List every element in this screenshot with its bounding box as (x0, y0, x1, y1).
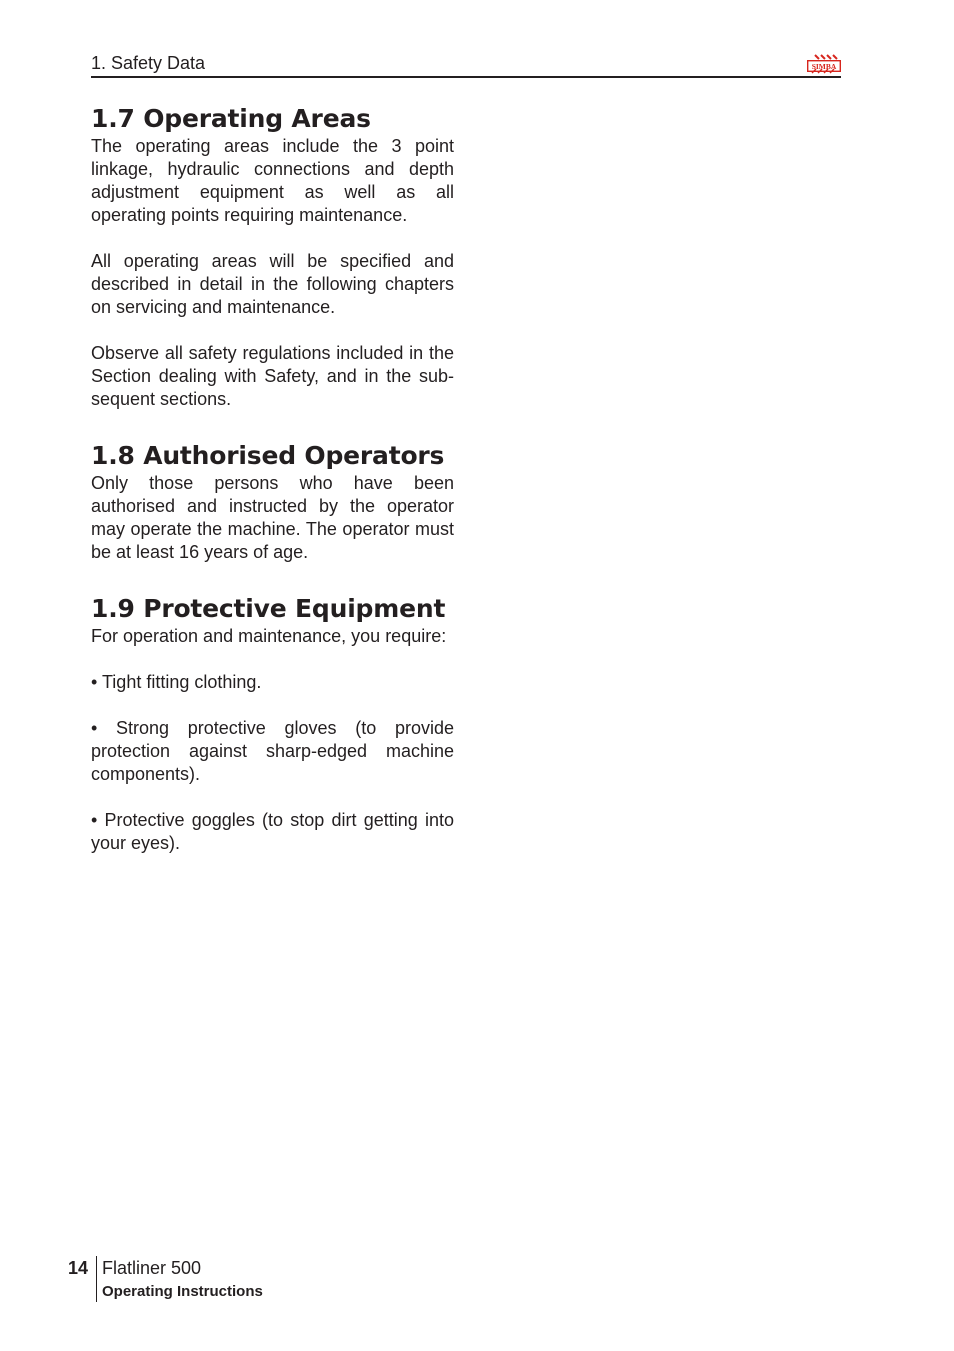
main-content (91, 103, 454, 884)
page-number: 14 (68, 1258, 89, 1278)
paragraph: All operating areas will be specified and described in detail in the following chapters on servicing and maintenance. (91, 251, 454, 317)
paragraph: Observe all safety regulations included in the Section dealing with Safety, and in the sub-sequent sections. (91, 343, 454, 409)
paragraph: Only those persons who have been authorised and instructed by the operator may operate the machine. The operator must be at least 16 years of age. (91, 473, 454, 562)
product-name: Flatliner 500 (102, 1258, 202, 1278)
header-divider (91, 76, 841, 78)
section-body (91, 625, 454, 855)
section-body (91, 135, 454, 411)
section-body (91, 472, 454, 564)
list-item: • Strong protective gloves (to provide protection against sharp-edged machine components). (91, 718, 454, 784)
section-authorised-operators (91, 440, 454, 564)
logo-text: SIMBA (811, 62, 837, 71)
simba-logo-icon (807, 54, 841, 74)
paragraph: For operation and maintenance, you require: (91, 626, 447, 646)
document-type: Operating Instructions (102, 1283, 263, 1300)
section-operating-areas (91, 103, 454, 411)
list-item: • Protective goggles (to stop dirt getting into your eyes). (91, 810, 454, 853)
heading-protective-equipment: 1.9 Protective Equipment (91, 594, 446, 623)
list-item: • Tight fitting clothing. (91, 672, 262, 692)
header-section-title: 1. Safety Data (91, 53, 206, 73)
heading-authorised-operators: 1.8 Authorised Operators (91, 441, 445, 470)
footer-divider (96, 1256, 97, 1302)
section-protective-equipment (91, 593, 454, 855)
heading-operating-areas: 1.7 Operating Areas (91, 104, 371, 133)
paragraph: The operating areas include the 3 point linkage, hydraulic connections and depth adjustment equipment as well as all operating points requiring maintenance. (91, 136, 454, 225)
